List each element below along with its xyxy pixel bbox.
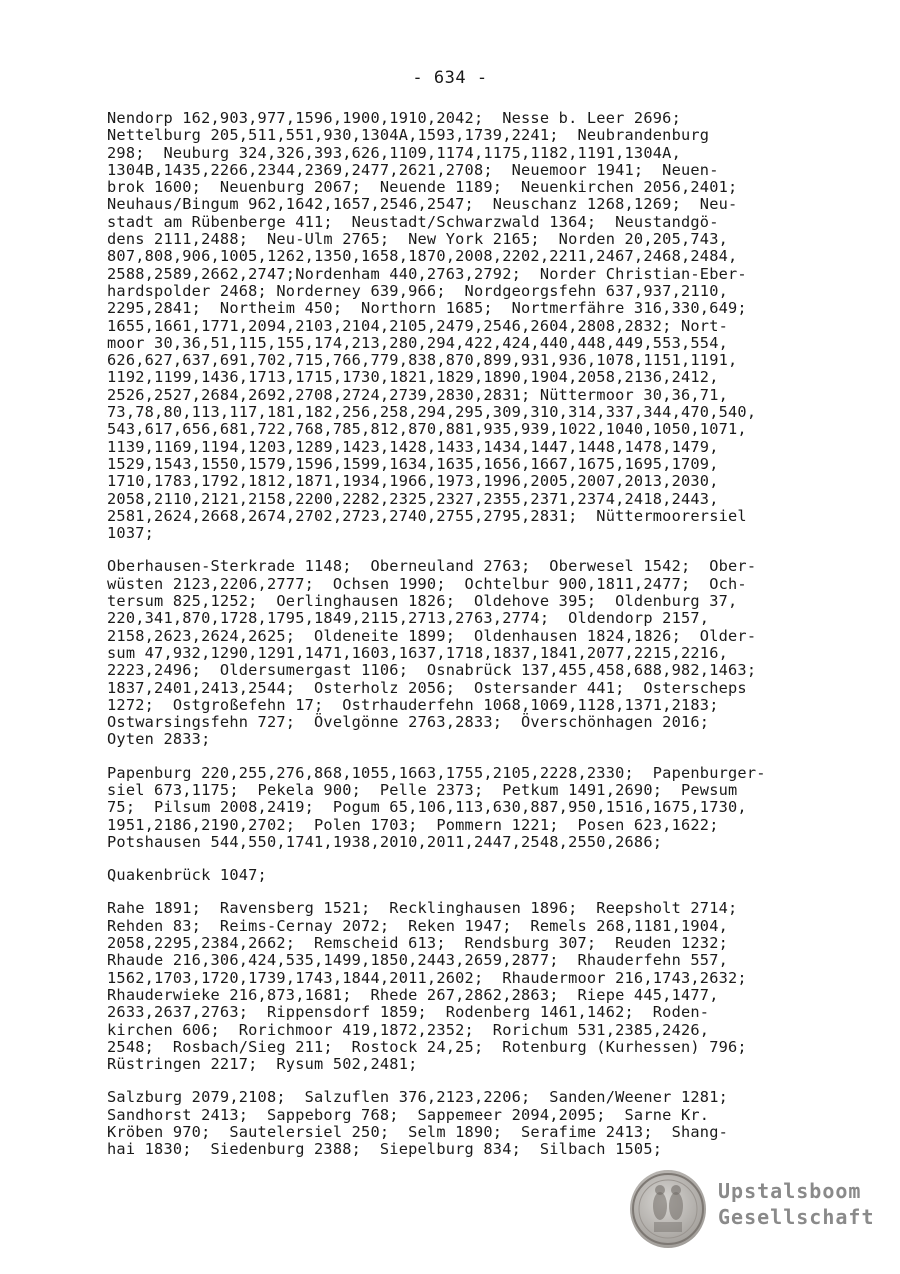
index-line: Oberhausen-Sterkrade 1148; Oberneuland 2763; Oberwesel 1542; Ober- bbox=[107, 557, 757, 576]
index-content bbox=[107, 110, 847, 1175]
index-line: 1562,1703,1720,1739,1743,1844,2011,2602; Rhaudermoor 216,1743,2632; bbox=[107, 968, 747, 987]
index-line: 807,808,906,1005,1262,1350,1658,1870,2008,2202,2211,2467,2468,2484, bbox=[107, 247, 738, 266]
index-line: 2581,2624,2668,2674,2702,2723,2740,2755,2795,2831; Nüttermoorersiel bbox=[107, 506, 747, 525]
index-line: Sandhorst 2413; Sappeborg 768; Sappemeer 2094,2095; Sarne Kr. bbox=[107, 1105, 710, 1124]
index-line: Neuhaus/Bingum 962,1642,1657,2546,2547; Neuschanz 1268,1269; Neu- bbox=[107, 195, 738, 214]
index-line: 2526,2527,2684,2692,2708,2724,2739,2830,2831; Nüttermoor 30,36,71, bbox=[107, 385, 729, 404]
index-line: Rhauderwieke 216,873,1681; Rhede 267,2862,2863; Riepe 445,1477, bbox=[107, 985, 719, 1004]
index-line: kirchen 606; Rorichmoor 419,1872,2352; Rorichum 531,2385,2426, bbox=[107, 1020, 710, 1039]
index-line: 220,341,870,1728,1795,1849,2115,2713,2763,2774; Oldendorp 2157, bbox=[107, 609, 710, 628]
index-line: siel 673,1175; Pekela 900; Pelle 2373; Petkum 1491,2690; Pewsum bbox=[107, 780, 738, 799]
index-line: hardspolder 2468; Norderney 639,966; Nordgeorgsfehn 637,937,2110, bbox=[107, 281, 729, 300]
index-line: Salzburg 2079,2108; Salzuflen 376,2123,2206; Sanden/Weener 1281; bbox=[107, 1088, 729, 1107]
index-line: Potshausen 544,550,1741,1938,2010,2011,2447,2548,2550,2686; bbox=[107, 832, 663, 851]
logo-line-2: Gesellschaft bbox=[718, 1205, 875, 1229]
index-line: Papenburg 220,255,276,868,1055,1663,1755,2105,2228,2330; Papenburger- bbox=[107, 763, 766, 782]
index-line: 1951,2186,2190,2702; Polen 1703; Pommern 1221; Posen 623,1622; bbox=[107, 815, 719, 834]
index-line: 2058,2110,2121,2158,2200,2282,2325,2327,2355,2371,2374,2418,2443, bbox=[107, 489, 719, 508]
index-line: 2223,2496; Oldersumergast 1106; Osnabrück 137,455,458,688,982,1463; bbox=[107, 661, 757, 680]
index-line: 543,617,656,681,722,768,785,812,870,881,935,939,1022,1040,1050,1071, bbox=[107, 420, 747, 439]
index-line: sum 47,932,1290,1291,1471,1603,1637,1718,1837,1841,2077,2215,2216, bbox=[107, 643, 729, 662]
index-line: Nettelburg 205,511,551,930,1304A,1593,1739,2241; Neubrandenburg bbox=[107, 126, 710, 145]
index-line: 626,627,637,691,702,715,766,779,838,870,899,931,936,1078,1151,1191, bbox=[107, 351, 738, 370]
index-line: 2548; Rosbach/Sieg 211; Rostock 24,25; Rotenburg (Kurhessen) 796; bbox=[107, 1037, 747, 1056]
index-line: 1837,2401,2413,2544; Osterholz 2056; Ostersander 441; Osterscheps bbox=[107, 678, 747, 697]
index-line: 2058,2295,2384,2662; Remscheid 613; Rendsburg 307; Reuden 1232; bbox=[107, 934, 729, 953]
index-line: 1037; bbox=[107, 524, 155, 543]
page-number: - 634 - bbox=[412, 68, 488, 88]
index-line: Rahe 1891; Ravensberg 1521; Recklinghausen 1896; Reepsholt 2714; bbox=[107, 899, 738, 918]
index-line: 1304B,1435,2266,2344,2369,2477,2621,2708; Neuemoor 1941; Neuen- bbox=[107, 160, 719, 179]
logo-text bbox=[718, 1178, 875, 1230]
index-line: wüsten 2123,2206,2777; Ochsen 1990; Ochtelbur 900,1811,2477; Och- bbox=[107, 574, 747, 593]
index-line: Rehden 83; Reims-Cernay 2072; Reken 1947; Remels 268,1181,1904, bbox=[107, 916, 729, 935]
index-line: 1192,1199,1436,1713,1715,1730,1821,1829,1890,1904,2058,2136,2412, bbox=[107, 368, 719, 387]
index-line: Rhaude 216,306,424,535,1499,1850,2443,2659,2877; Rhauderfehn 557, bbox=[107, 951, 729, 970]
index-line: 73,78,80,113,117,181,182,256,258,294,295,309,310,314,337,344,470,540, bbox=[107, 403, 757, 422]
index-line: stadt am Rübenberge 411; Neustadt/Schwarzwald 1364; Neustandgö- bbox=[107, 212, 719, 231]
index-line: 75; Pilsum 2008,2419; Pogum 65,106,113,630,887,950,1516,1675,1730, bbox=[107, 798, 747, 817]
index-line: 1529,1543,1550,1579,1596,1599,1634,1635,1656,1667,1675,1695,1709, bbox=[107, 454, 719, 473]
index-block-r bbox=[107, 900, 847, 1073]
index-block-o bbox=[107, 558, 847, 748]
index-line: Ostwarsingsfehn 727; Övelgönne 2763,2833; Överschönhagen 2016; bbox=[107, 713, 710, 732]
index-line: hai 1830; Siedenburg 2388; Siepelburg 834; Silbach 1505; bbox=[107, 1140, 663, 1159]
index-line: moor 30,36,51,115,155,174,213,280,294,422,424,440,448,449,553,554, bbox=[107, 333, 729, 352]
index-line: 1655,1661,1771,2094,2103,2104,2105,2479,2546,2604,2808,2832; Nort- bbox=[107, 316, 729, 335]
upstalsboom-logo bbox=[630, 1170, 880, 1250]
index-line: 2295,2841; Northeim 450; Northorn 1685; Nortmerfähre 316,330,649; bbox=[107, 299, 747, 318]
index-line: brok 1600; Neuenburg 2067; Neuende 1189; Neuenkirchen 2056,2401; bbox=[107, 178, 738, 197]
index-block-p bbox=[107, 765, 847, 851]
index-line: 2588,2589,2662,2747;Nordenham 440,2763,2792; Norder Christian-Eber- bbox=[107, 264, 747, 283]
index-line: tersum 825,1252; Oerlinghausen 1826; Oldehove 395; Oldenburg 37, bbox=[107, 592, 738, 611]
index-line: 1710,1783,1792,1812,1871,1934,1966,1973,1996,2005,2007,2013,2030, bbox=[107, 472, 719, 491]
index-line: Quakenbrück 1047; bbox=[107, 866, 267, 885]
index-line: 1272; Ostgroßefehn 17; Ostrhauderfehn 1068,1069,1128,1371,2183; bbox=[107, 695, 719, 714]
index-line: 298; Neuburg 324,326,393,626,1109,1174,1175,1182,1191,1304A, bbox=[107, 143, 681, 162]
index-block-n bbox=[107, 110, 847, 542]
index-line: 2633,2637,2763; Rippensdorf 1859; Rodenberg 1461,1462; Roden- bbox=[107, 1003, 710, 1022]
index-line: Rüstringen 2217; Rysum 502,2481; bbox=[107, 1055, 418, 1074]
index-line: Kröben 970; Sautelersiel 250; Selm 1890; Serafime 2413; Shang- bbox=[107, 1123, 729, 1142]
index-line: Nendorp 162,903,977,1596,1900,1910,2042; Nesse b. Leer 2696; bbox=[107, 109, 681, 127]
index-line: dens 2111,2488; Neu-Ulm 2765; New York 2165; Norden 20,205,743, bbox=[107, 230, 729, 249]
index-block-s bbox=[107, 1089, 847, 1158]
index-line: 2158,2623,2624,2625; Oldeneite 1899; Oldenhausen 1824,1826; Older- bbox=[107, 626, 757, 645]
logo-line-1: Upstalsboom bbox=[718, 1179, 862, 1203]
index-line: Oyten 2833; bbox=[107, 730, 211, 749]
seal-icon bbox=[630, 1170, 706, 1248]
index-line: 1139,1169,1194,1203,1289,1423,1428,1433,1434,1447,1448,1478,1479, bbox=[107, 437, 719, 456]
index-block-q bbox=[107, 867, 847, 884]
